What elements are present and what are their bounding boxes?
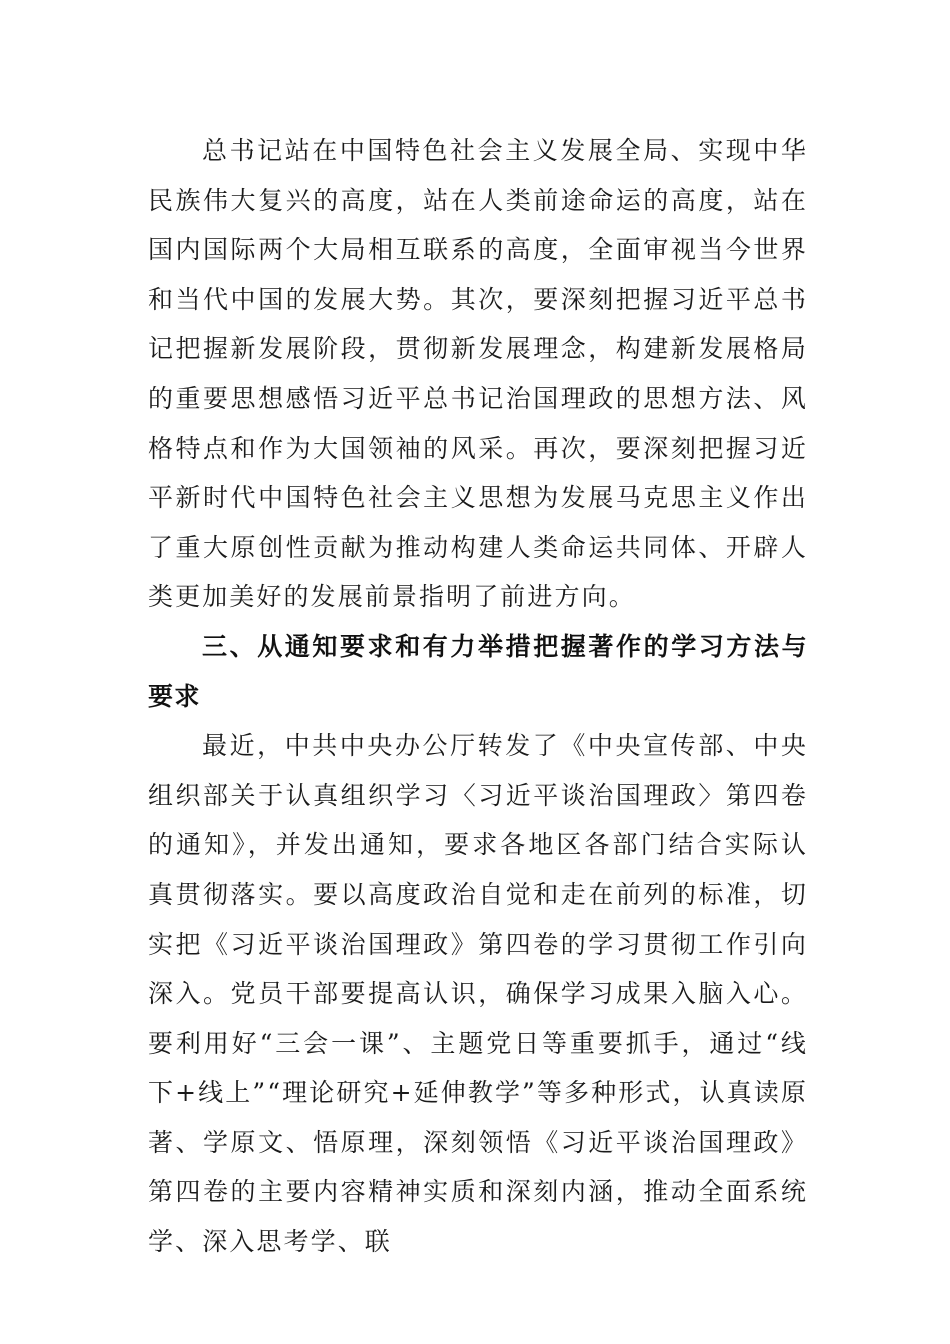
body-paragraph-2: 最近，中共中央办公厅转发了《中央宣传部、中央组织部关于认真组织学习〈习近平谈治国理政〉第四卷的通知》，并发出通知，要求各地区各部门结合实际认真贯彻落实。要以高度政治自觉和走在前列的标准，切实把《习近平谈治国理政》第四卷的学习贯彻工作引向深入。党员干部要提高认识，确保学习成果入脑入心。要利用好“三会一课”、主题党日等重要抓手，通过“线下+线上”“理论研究+延伸教学”等多种形式，认真读原著、学原文、悟原理，深刻领悟《习近平谈治国理政》第四卷的主要内容精神实质和深刻内涵，推动全面系统学、深入思考学、联 [148, 731, 808, 1257]
body-paragraph-1: 总书记站在中国特色社会主义发展全局、实现中华民族伟大复兴的高度，站在人类前途命运的高度，站在国内国际两个大局相互联系的高度，全面审视当今世界和当代中国的发展大势。其次，要深刻把握习近平总书记把握新发展阶段，贯彻新发展理念，构建新发展格局的重要思想感悟习近平总书记治国理政的思想方法、风格特点和作为大国领袖的风采。再次，要深刻把握习近平新时代中国特色社会主义思想为发展马克思主义作出了重大原创性贡献为推动构建人类命运共同体、开辟人类更加美好的发展前景指明了前进方向。 [148, 136, 808, 612]
document-body [148, 126, 808, 1267]
section-heading-3: 三、从通知要求和有力举措把握著作的学习方法与要求 [148, 631, 808, 711]
